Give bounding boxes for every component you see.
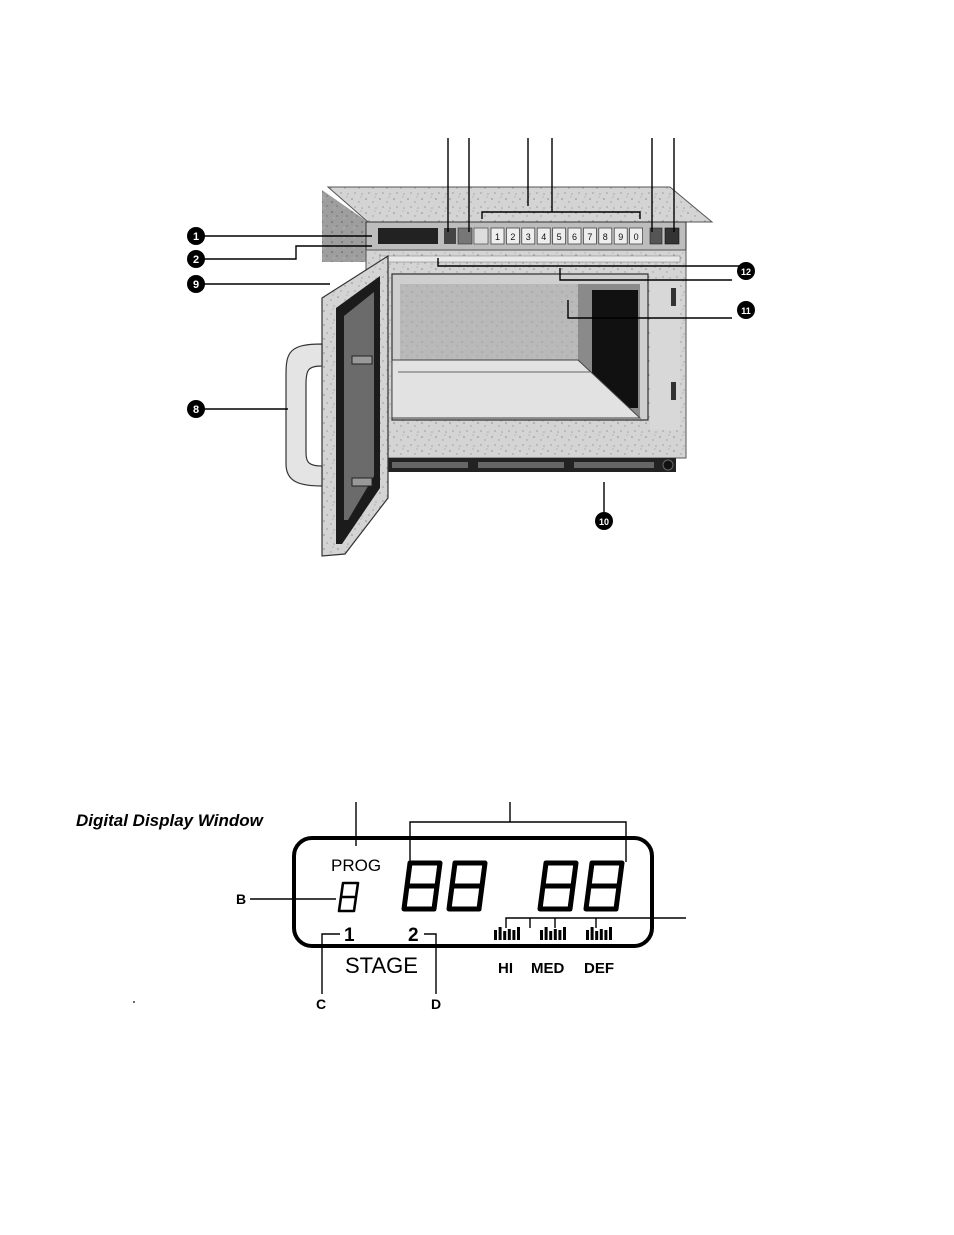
prog-label: PROG xyxy=(331,856,382,875)
svg-text:12: 12 xyxy=(740,267,752,277)
stage-label: STAGE xyxy=(345,953,418,978)
callout-9 xyxy=(187,275,205,293)
callout-12 xyxy=(737,262,755,280)
keypad-key-label: 4 xyxy=(541,232,547,242)
power-label-hi: HI xyxy=(498,960,513,977)
callout-b: B xyxy=(236,891,247,907)
svg-text:2: 2 xyxy=(192,254,200,266)
svg-text:10: 10 xyxy=(598,517,610,527)
keypad-key-label: 6 xyxy=(571,232,578,242)
power-label-def: DEF xyxy=(584,960,614,977)
keypad-key-label: 1 xyxy=(494,232,501,242)
svg-text:11: 11 xyxy=(741,306,751,316)
svg-text:9: 9 xyxy=(192,279,200,291)
callout-d: D xyxy=(431,996,442,1012)
power-label-med: MED xyxy=(531,960,565,977)
callout-8 xyxy=(187,400,205,418)
stage-number-1: 1 xyxy=(344,925,355,946)
display-title: Digital Display Window xyxy=(76,811,263,830)
keypad-key-label: 0 xyxy=(633,232,639,242)
keypad-key-label: 7 xyxy=(587,232,593,242)
microwave-illustration xyxy=(187,138,755,556)
keypad-key-label: 5 xyxy=(556,232,562,242)
keypad-key-label: 8 xyxy=(602,232,608,242)
callout-10 xyxy=(595,512,613,530)
oven-top xyxy=(328,187,712,222)
panel-display xyxy=(378,228,438,244)
callout-c: C xyxy=(316,996,327,1012)
display-figure xyxy=(76,802,686,1012)
svg-text:8: 8 xyxy=(192,404,200,416)
keypad-key-label: 2 xyxy=(510,232,516,242)
keypad-key-label: 9 xyxy=(618,232,624,242)
door-handle xyxy=(286,344,322,486)
callout-1 xyxy=(187,227,205,245)
callout-2 xyxy=(187,250,205,268)
callout-11 xyxy=(737,301,755,319)
stage-number-2: 2 xyxy=(408,925,419,946)
stop-pad xyxy=(665,228,679,244)
svg-text:1: 1 xyxy=(192,231,200,243)
keypad-key-label: 3 xyxy=(525,232,531,242)
